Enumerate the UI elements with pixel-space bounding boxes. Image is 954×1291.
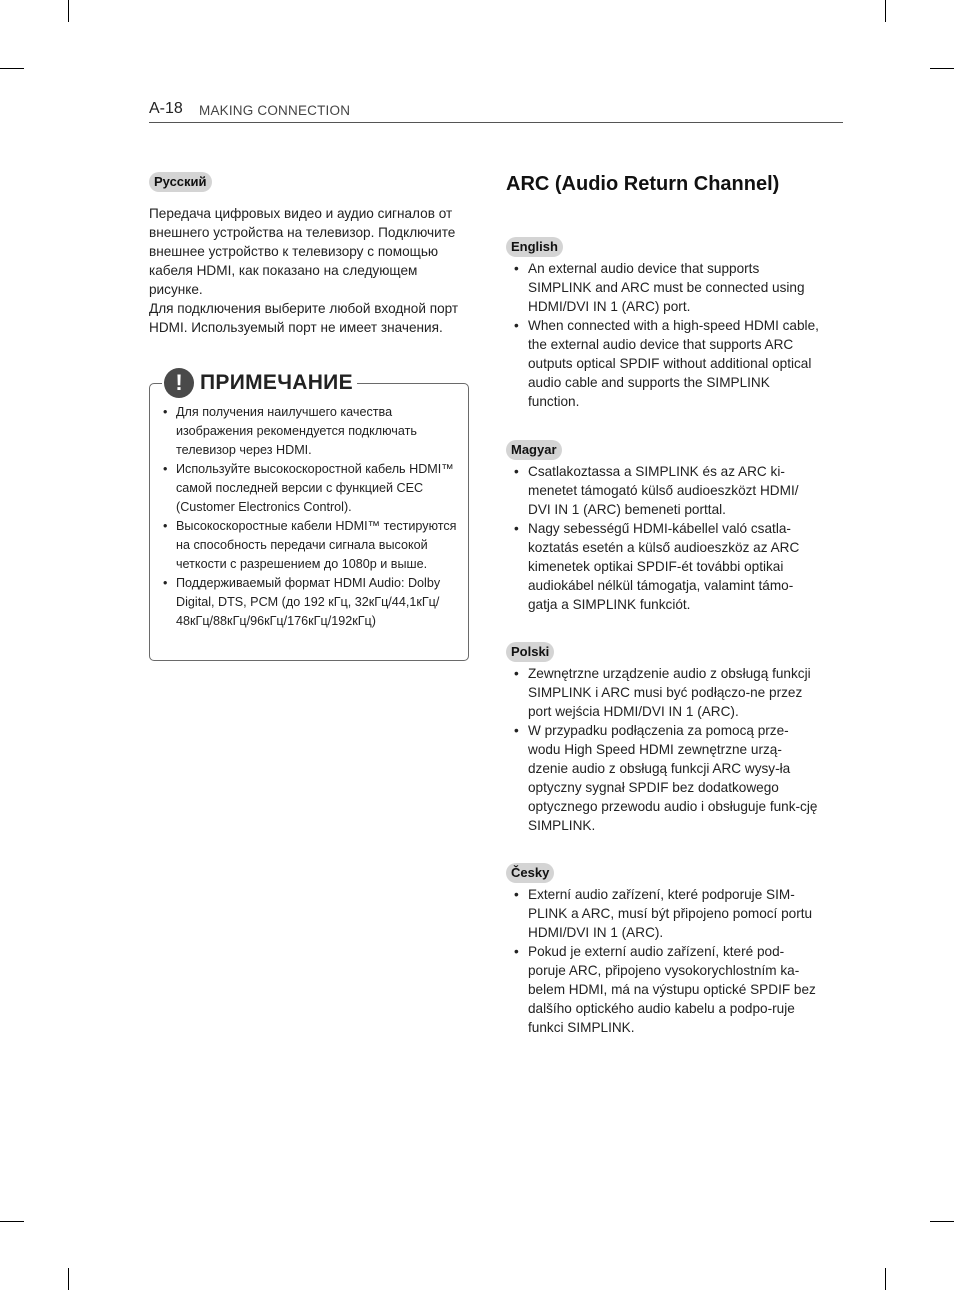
list-item: • Для получения наилучшего качества изображения рекомендуется подключать телевизор через HDMI.	[162, 403, 460, 460]
english-list	[506, 259, 820, 411]
list-item: • Pokud je externí audio zařízení, které pod-poruje ARC, připojeno vysokorychlostním ka-belem HDMI, má na výstupu optické SPDIF bez dalšího optického audio kabelu a podpo-ruje funkci SIMPLINK.	[506, 942, 820, 1037]
arc-title: ARC (Audio Return Channel)	[506, 173, 780, 195]
section-title: MAKING CONNECTION	[199, 103, 351, 118]
crop-mark	[68, 0, 69, 22]
polski-list	[506, 664, 820, 835]
russian-body	[149, 204, 471, 337]
language-tag-cesky: Česky	[506, 863, 554, 883]
note-box	[149, 370, 469, 661]
crop-mark	[930, 68, 954, 69]
note-list	[162, 403, 460, 631]
note-title: ПРИМЕЧАНИЕ	[200, 371, 353, 394]
crop-mark	[68, 1268, 69, 1290]
arc-section	[506, 172, 820, 1035]
list-item: • Nagy sebességű HDMI-kábellel való csatla-koztatás esetén a külső audioeszköz az ARC kimenetek optikai SPDIF-ét további optikai audiokábel nélkül támogatja, valamint támo-gatja a SIMPLINK funkciót.	[506, 519, 820, 614]
list-item: • Высокоскоростные кабели HDMI™ тестируются на способность передачи сигнала высокой четкости с разрешением до 1080p и выше.	[162, 517, 460, 574]
russian-section	[149, 172, 471, 337]
note-header	[162, 366, 357, 400]
crop-mark	[885, 1268, 886, 1290]
list-item: • An external audio device that supports SIMPLINK and ARC must be connected using HDMI/DVI IN 1 (ARC) port.	[506, 259, 820, 316]
language-tag-english: English	[506, 237, 563, 257]
list-item: • Csatlakoztassa a SIMPLINK és az ARC ki-menetet támogató külső audioeszközt HDMI/ DVI IN 1 (ARC) bemeneti porttal.	[506, 462, 820, 519]
english-block	[506, 237, 820, 411]
language-tag-russian: Русский	[149, 172, 212, 192]
cesky-list	[506, 885, 820, 1037]
crop-mark	[0, 1221, 24, 1222]
cesky-block	[506, 863, 820, 1037]
paragraph: Для подключения выберите любой входной порт HDMI. Используемый порт не имеет значения.	[149, 301, 459, 335]
list-item: • Используйте высокоскоростной кабель HDMI™ самой последней версии с функцией CEC (Customer Electronics Control).	[162, 460, 460, 517]
crop-mark	[0, 68, 24, 69]
page-header	[149, 100, 843, 123]
crop-mark	[930, 1221, 954, 1222]
magyar-list	[506, 462, 820, 614]
list-item: • Zewnętrzne urządzenie audio z obsługą funkcji SIMPLINK i ARC musi być podłączo-ne przez port wejścia HDMI/DVI IN 1 (ARC).	[506, 664, 820, 721]
list-item: • W przypadku podłączenia za pomocą prze-wodu High Speed HDMI zewnętrzne urzą-dzenie audio z obsługą funkcji ARC wysy-ła optyczny sygnał SPDIF bez dodatkowego optycznego przewodu audio i obsługuje funk-cję SIMPLINK.	[506, 721, 820, 835]
magyar-block	[506, 440, 820, 614]
polski-block	[506, 642, 820, 835]
page-number: A-18	[149, 100, 183, 117]
language-tag-magyar: Magyar	[506, 440, 562, 460]
crop-mark	[885, 0, 886, 22]
exclamation-icon: !	[164, 368, 194, 398]
list-item: • Externí audio zařízení, které podporuje SIM-PLINK a ARC, musí být připojeno pomocí portu HDMI/DVI IN 1 (ARC).	[506, 885, 820, 942]
paragraph: Передача цифровых видео и аудио сигналов от внешнего устройства на телевизор. Подключите внешнее устройство к телевизору с помощью кабеля HDMI, как показано на следующем рисунке.	[149, 206, 456, 297]
list-item: • Поддерживаемый формат HDMI Audio: Dolby Digital, DTS, PCM (до 192 кГц, 32кГц/44,1кГц/ 48кГц/88кГц/96кГц/176кГц/192кГц)	[162, 574, 460, 631]
language-tag-polski: Polski	[506, 642, 554, 662]
list-item: • When connected with a high-speed HDMI cable, the external audio device that supports ARC outputs optical SPDIF without additional optical audio cable and supports the SIMPLINK function.	[506, 316, 820, 411]
